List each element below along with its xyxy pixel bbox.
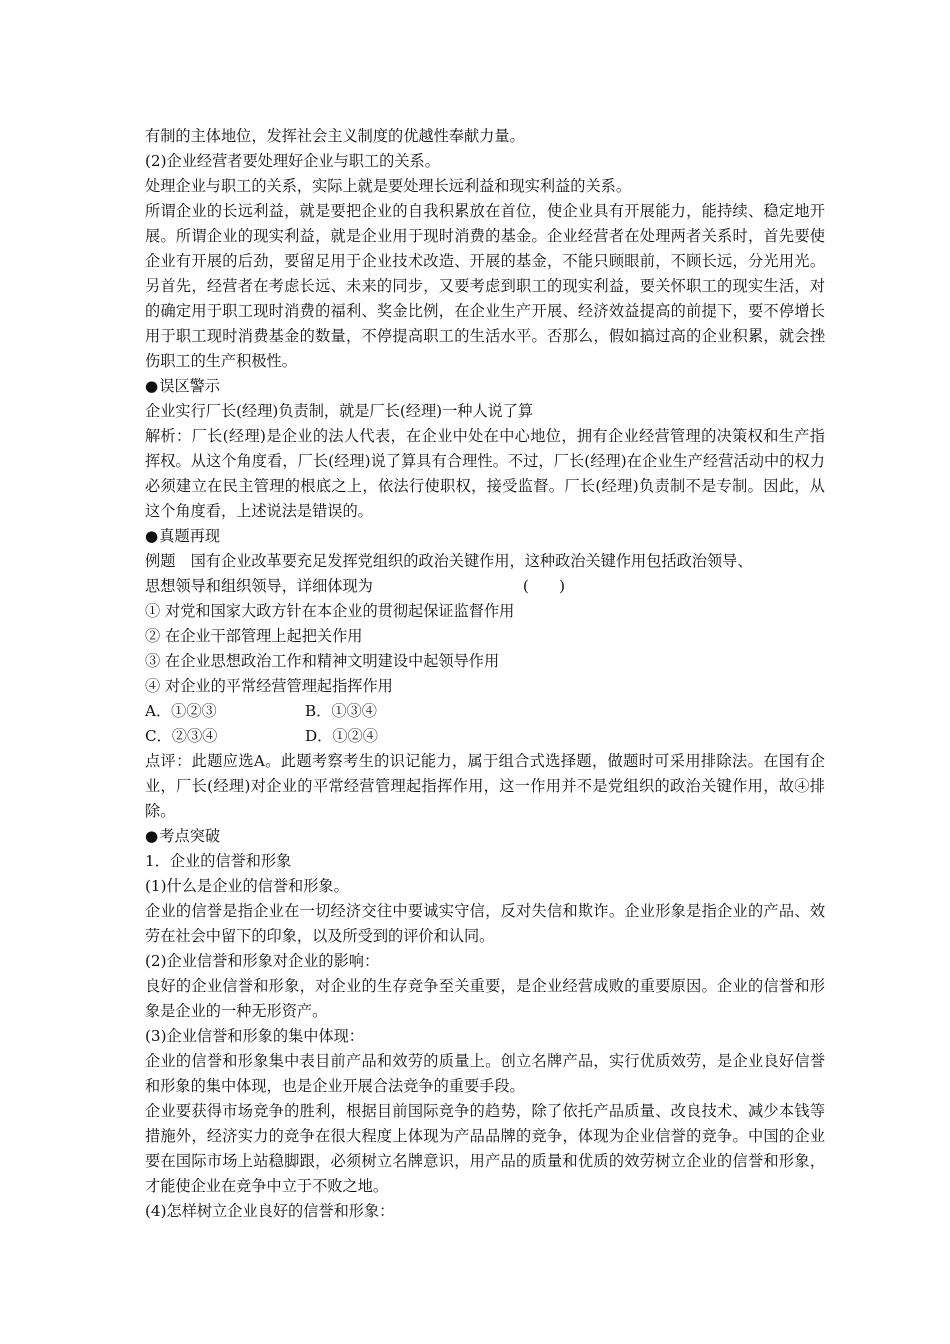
topic-question-1: (1)什么是企业的信誉和形象。 <box>145 877 349 895</box>
topic-question-3: (3)企业信誉和形象的集中体现： <box>145 1027 364 1045</box>
choice-d: D．①②④ <box>305 727 378 745</box>
topic-paragraph-2: 良好的企业信誉和形象，对企业的生存竞争至关重要，是企业经营成败的重要原因。企业的信誉和形象是企业的一种无形资产。 <box>145 977 825 1020</box>
topic-paragraph-4: 企业要获得市场竞争的胜利，根据目前国际竞争的趋势，除了依托产品质量、改良技术、减少本钱等措施外，经济实力的竞争在很大程度上体现为产品品牌的竞争，体现为企业信誉的竞争。中国的企业要在国际市场上站稳脚跟，必须树立名牌意识，用产品的质量和优质的效劳树立企业的信誉和形象，才能使企业在竞争中立于不败之地。 <box>145 1102 825 1195</box>
choice-a: A．①②③ <box>145 702 217 720</box>
choice-b: B．①③④ <box>305 702 377 720</box>
exam-question-line-2 <box>145 574 825 599</box>
answer-blank: ( ) <box>522 577 566 595</box>
exam-question-text: 思想领导和组织领导，详细体现为 <box>145 577 373 595</box>
heading-misconception: ● 误区警示 <box>145 374 825 399</box>
topic-question-2: (2)企业信誉和形象对企业的影响： <box>145 952 380 970</box>
exam-item: ③ 在企业思想政治工作和精神文明建设中起领导作用 <box>145 652 500 670</box>
exam-question-line-1: 例题 国有企业改革要充足发挥党组织的政治关键作用，这种政治关键作用包括政治领导、 <box>145 552 753 570</box>
exam-item: ④ 对企业的平常经营管理起指挥作用 <box>145 677 393 695</box>
text-line: 有制的主体地位，发挥社会主义制度的优越性奉献力量。 <box>145 127 525 145</box>
paragraph-long-term-interest: 所谓企业的长远利益，就是要把企业的自我积累放在首位，使企业具有开展能力，能持续、稳定地开展。所谓企业的现实利益，就是企业用于现时消费的基金。企业经营者在处理两者关系时，首先要使企业有开展的后劲，要留足用于企业技术改造、开展的基金，不能只顾眼前，不顾长远，分光用光。另首先，经营者在考虑长远、未来的同步，又要考虑到职工的现实利益，要关怀职工的现实生活，对的确定用于职工现时消费的福利、奖金比例，在企业生产开展、经济效益提高的前提下，要不停增长用于职工现时消费基金的数量，不停提高职工的生活水平。否那么，假如搞过高的企业积累，就会挫伤职工的生产积极性。 <box>145 202 825 370</box>
heading-exam: ● 真题再现 <box>145 524 825 549</box>
heading-breakthrough: ● 考点突破 <box>145 824 825 849</box>
topic-question-4: (4)怎样树立企业良好的信誉和形象： <box>145 1202 395 1220</box>
section-subheading: (2)企业经营者要处理好企业与职工的关系。 <box>145 152 440 170</box>
misconception-analysis: 解析：厂长(经理)是企业的法人代表，在企业中处在中心地位，拥有企业经营管理的决策权和生产指挥权。从这个角度看，厂长(经理)说了算具有合理性。不过，厂长(经理)在企业生产经营活动中的权力必须建立在民主管理的根底之上，依法行使职权，接受监督。厂长(经理)负责制不是专制。因此，从这个角度看，上述说法是错误的。 <box>145 427 825 520</box>
exam-comment: 点评：此题应选A。此题考察考生的识记能力，属于组合式选择题，做题时可采用排除法。在国有企业，厂长(经理)对企业的平常经营管理起指挥作用，这一作用并不是党组织的政治关键作用，故④排除。 <box>145 752 825 820</box>
misconception-statement: 企业实行厂长(经理)负责制，就是厂长(经理)一种人说了算 <box>145 402 534 420</box>
choice-row <box>145 699 825 724</box>
topic-paragraph-3: 企业的信誉和形象集中表目前产品和效劳的质量上。创立名牌产品，实行优质效劳，是企业良好信誉和形象的集中体现，也是企业开展合法竞争的重要手段。 <box>145 1052 825 1095</box>
exam-item: ② 在企业干部管理上起把关作用 <box>145 627 363 645</box>
choice-row <box>145 724 825 749</box>
topic-paragraph-1: 企业的信誉是指企业在一切经济交往中要诚实守信，反对失信和欺诈。企业形象是指企业的产品、效劳在社会中留下的印象，以及所受到的评价和认同。 <box>145 902 825 945</box>
document-page <box>145 124 825 1224</box>
exam-item: ① 对党和国家大政方针在本企业的贯彻起保证监督作用 <box>145 602 515 620</box>
text-line: 处理企业与职工的关系，实际上就是要处理长远利益和现实利益的关系。 <box>145 177 631 195</box>
topic-title: 1．企业的信誉和形象 <box>145 852 292 870</box>
choice-c: C．②③④ <box>145 727 218 745</box>
